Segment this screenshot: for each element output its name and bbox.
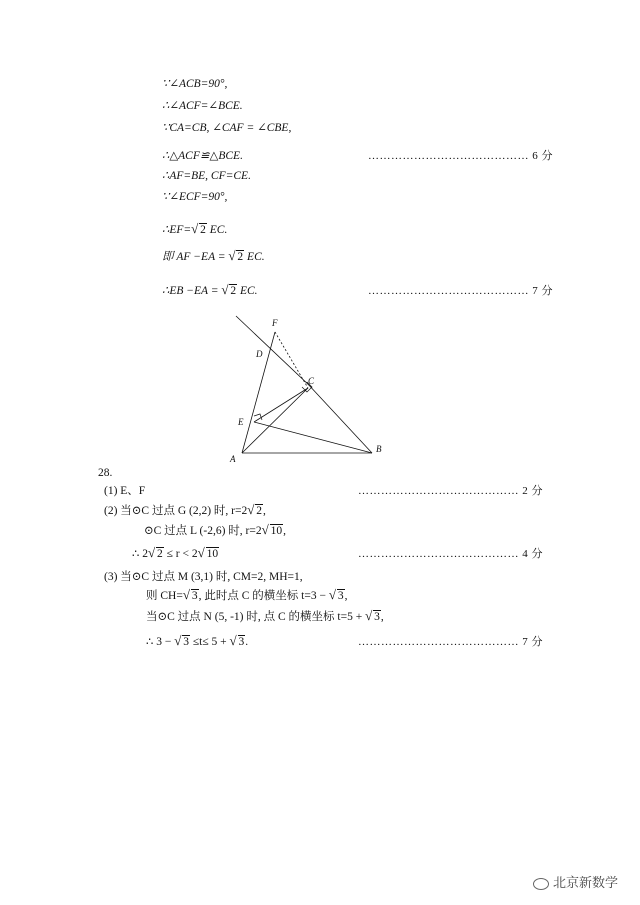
wechat-icon (533, 878, 549, 890)
proof-line-4: ∴△ACF≌△BCE. (162, 150, 243, 162)
score-6: …………………………………… 6 分 (368, 150, 553, 162)
score-2: …………………………………… 2 分 (358, 485, 543, 497)
question-number: 28. (98, 467, 113, 479)
proof-line-7: ∴EF=√ 2 EC. (162, 222, 227, 238)
score-4: …………………………………… 4 分 (358, 548, 543, 560)
q28-part3-line1: (3) 当⊙C 过点 M (3,1) 时, CM=2, MH=1, (104, 571, 303, 583)
proof-line-1: ∵∠ACB=90°, (162, 78, 228, 90)
segment-CB (306, 382, 372, 453)
label-A: A (230, 454, 236, 464)
score-7: …………………………………… 7 分 (368, 285, 553, 297)
segment-EB (254, 422, 372, 453)
q28-part3-line3: 当⊙C 过点 N (5, -1) 时, 点 C 的横坐标 t=5 + √ 3, (146, 609, 384, 625)
proof-line-5: ∴AF=BE, CF=CE. (162, 170, 251, 182)
q28-part2-line2: ⊙C 过点 L (-2,6) 时, r=2√ 10, (144, 523, 286, 539)
label-B: B (376, 444, 382, 454)
proof-line-8: 即 AF −EA = √ 2 EC. (162, 249, 265, 265)
label-F: F (272, 318, 278, 328)
q28-part1: (1) E、F (104, 485, 146, 497)
q28-part3-line2: 则 CH=√ 3, 此时点 C 的横坐标 t=3 − √ 3, (146, 588, 347, 604)
watermark: 北京新数学 (533, 872, 618, 891)
proof-line-3: ∵CA=CB, ∠CAF = ∠CBE, (162, 122, 292, 134)
q28-part3-line4: ∴ 3 − √ 3 ≤t≤ 5 + √ 3. (146, 634, 248, 650)
q28-part2-line1: (2) 当⊙C 过点 G (2,2) 时, r=2√ 2, (104, 503, 266, 519)
label-C: C (308, 376, 315, 386)
geometry-figure (222, 310, 392, 465)
proof-line-6: ∵∠ECF=90°, (162, 191, 228, 203)
q28-part2-line3: ∴ 2√ 2 ≤ r < 2√ 10 (132, 546, 219, 562)
proof-line-2: ∴∠ACF=∠BCE. (162, 100, 243, 112)
proof-line-9: ∴EB −EA = √ 2 EC. (162, 283, 258, 299)
label-E: E (238, 417, 244, 427)
segment-AC (242, 388, 308, 453)
label-D: D (256, 349, 263, 359)
score-7-q28: …………………………………… 7 分 (358, 636, 543, 648)
segment-EC (254, 388, 308, 422)
